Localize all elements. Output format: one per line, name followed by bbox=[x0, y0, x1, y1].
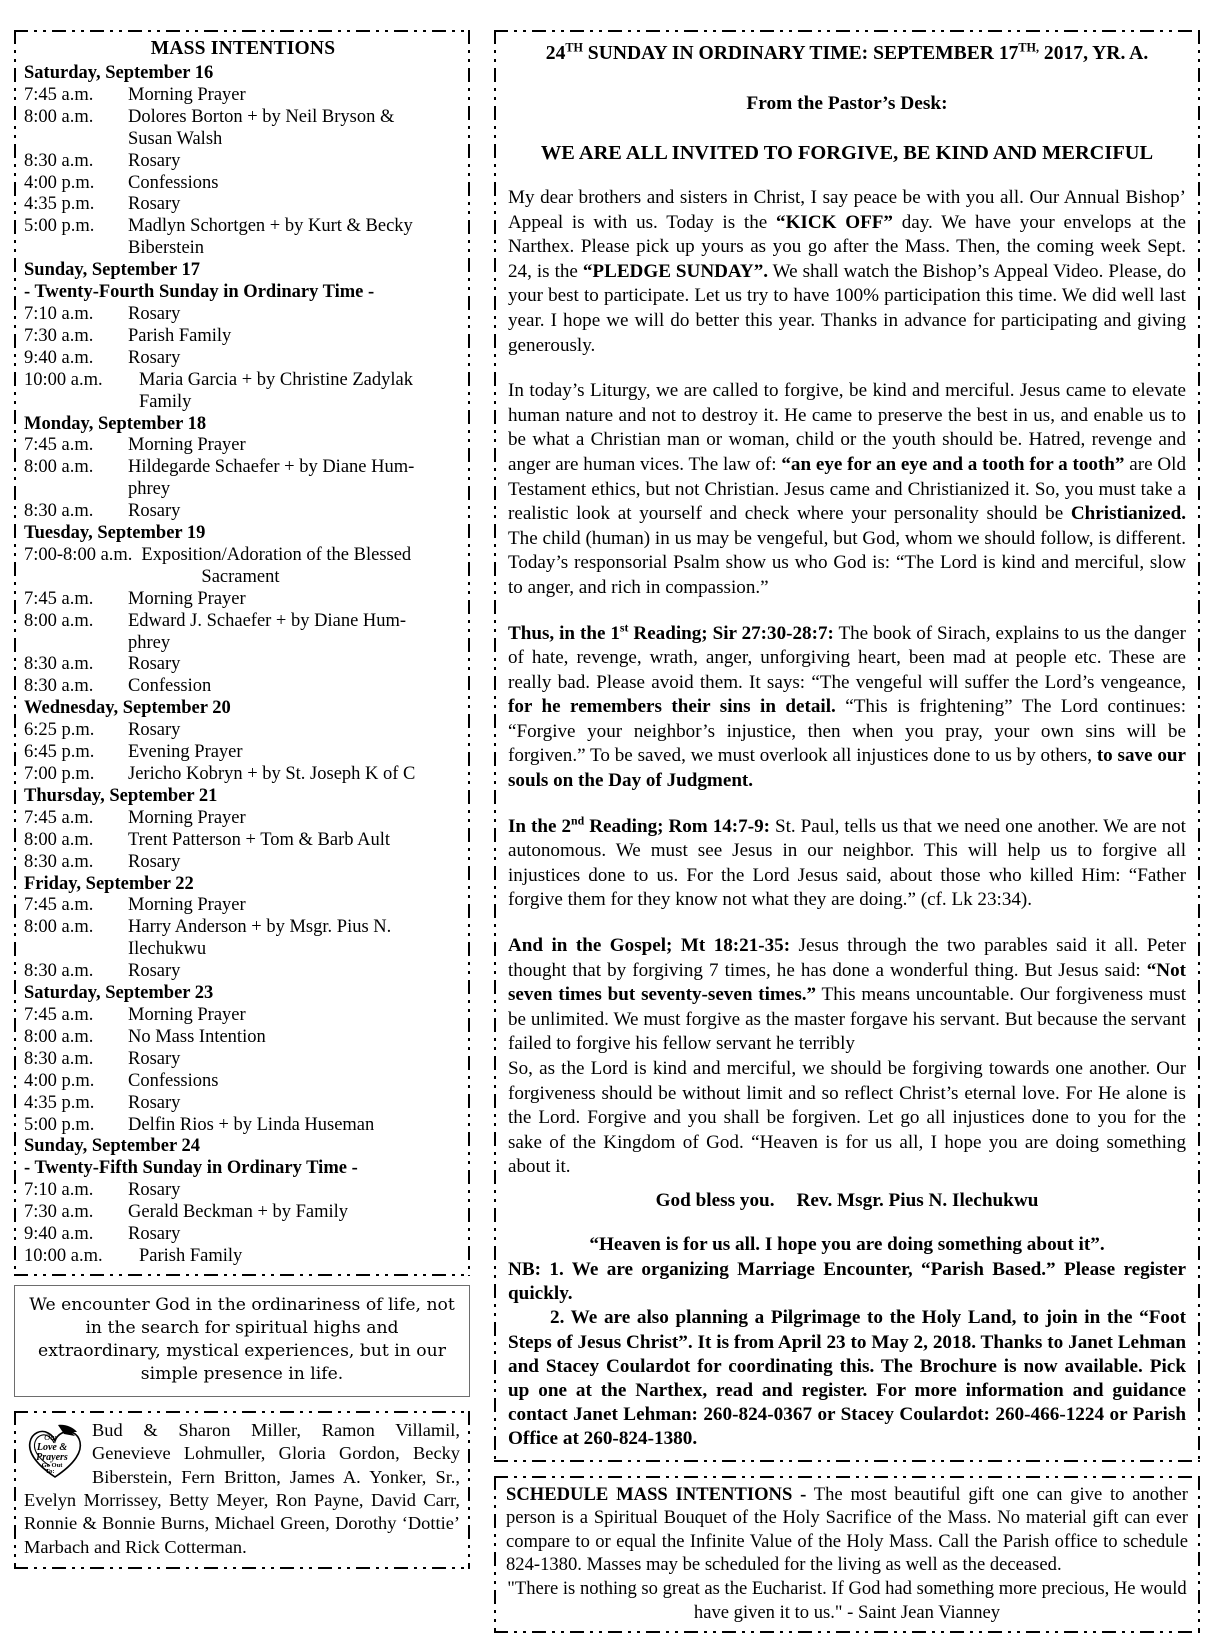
svg-text:To:: To: bbox=[45, 1467, 55, 1475]
reflection-quote-text: We encounter God in the ordinariness of life, not in the search for spiritual highs and extraordinary, mystical experiences, but in our simple presence in life. bbox=[29, 1294, 455, 1384]
schedule-entry-description: Gerald Beckman + by Family bbox=[128, 1202, 349, 1223]
second-reading-label-b: Reading; Rom 14:7-9: bbox=[584, 815, 770, 837]
schedule-entry-time: 5:00 p.m. bbox=[24, 216, 95, 237]
headline-ordinal-2: TH, bbox=[1018, 40, 1039, 55]
day-heading: Tuesday, September 19 bbox=[24, 523, 206, 544]
paragraph-bishops-appeal bbox=[508, 186, 1186, 358]
schedule-entry bbox=[24, 1049, 462, 1071]
mass-intentions-days bbox=[24, 63, 462, 1268]
schedule-entry-time: 7:10 a.m. bbox=[24, 1180, 94, 1201]
announcement-pilgrimage: 2. We are also planning a Pilgrimage to the Holy Land, to join in the “Foot Steps of Jesus Christ”. It is from April 23 to May 2, 2018. Thanks to Janet Lehman and Stacey Coulardot for coordinating this. The Brochure is now available. Pick up one at the Narthex, read and register. For more information and guidance contact Janet Lehman: 260-824-0367 or Stacey Coulardot: 260-466-1224 or Parish Office at 260-824-1380. bbox=[508, 1307, 1186, 1450]
schedule-entry-description: Parish Family bbox=[128, 325, 232, 346]
schedule-entry bbox=[24, 545, 462, 589]
schedule-entry-time: 8:30 a.m. bbox=[24, 961, 94, 982]
schedule-entry-time: 4:35 p.m. bbox=[24, 194, 95, 215]
schedule-entry-time: 7:45 a.m. bbox=[24, 895, 94, 916]
para1-text-e: We shall watch the Bishop’s Appeal Video. Please, do your best to participate. Let us try to have 100% participation this time. We did well last year. I hope we will do better this year. Thanks in advance for participating and giving generously. bbox=[508, 260, 1186, 356]
schedule-entry-description: Rosary bbox=[128, 1224, 181, 1245]
day-heading: Sunday, September 17 bbox=[24, 260, 200, 281]
schedule-entry bbox=[24, 1027, 462, 1049]
schedule-entry-time: 6:45 p.m. bbox=[24, 742, 95, 763]
schedule-entry bbox=[24, 194, 462, 216]
gospel-label: And in the Gospel; Mt 18:21-35: bbox=[508, 935, 791, 957]
svg-text:Go Out: Go Out bbox=[41, 1461, 63, 1469]
schedule-entry bbox=[24, 654, 462, 676]
schedule-entry bbox=[24, 961, 462, 983]
paragraph-todays-liturgy bbox=[508, 379, 1186, 600]
schedule-entry-description: Rosary bbox=[128, 347, 181, 368]
schedule-entry-time: 8:30 a.m. bbox=[24, 654, 94, 675]
svg-text:Our: Our bbox=[44, 1431, 58, 1442]
second-reading-label-a: In the 2 bbox=[508, 815, 572, 837]
announcement-marriage-encounter: NB: 1. We are organizing Marriage Encounter, “Parish Based.” Please register quickly. bbox=[508, 1258, 1186, 1305]
page-title bbox=[508, 42, 1186, 66]
para3-emphasis-sins: for he remembers their sins in detail. bbox=[508, 696, 836, 718]
para1-emphasis-kickoff: “KICK OFF” bbox=[776, 211, 893, 233]
schedule-entry-time: 9:40 a.m. bbox=[24, 347, 94, 368]
day-heading: Thursday, September 21 bbox=[24, 785, 218, 806]
svg-text:Prayers: Prayers bbox=[36, 1451, 68, 1463]
day-subheading: - Twenty-Fourth Sunday in Ordinary Time - bbox=[24, 282, 375, 303]
headline-part-2: SUNDAY IN ORDINARY TIME: SEPTEMBER 17 bbox=[582, 43, 1019, 64]
schedule-entry bbox=[24, 1202, 462, 1224]
schedule-entry bbox=[24, 348, 462, 370]
schedule-box-heading: SCHEDULE MASS INTENTIONS - bbox=[506, 1483, 807, 1505]
schedule-entry bbox=[24, 173, 462, 195]
schedule-paragraph bbox=[506, 1483, 1188, 1577]
schedule-entry-continuation: Family bbox=[139, 391, 192, 412]
schedule-entry-time: 8:00 a.m. bbox=[24, 829, 94, 850]
schedule-entry bbox=[24, 676, 462, 698]
schedule-entry-time: 7:00-8:00 a.m. bbox=[24, 544, 133, 565]
schedule-entry-description: Rosary bbox=[128, 1180, 181, 1201]
schedule-entry-description: Morning Prayer bbox=[128, 807, 246, 828]
schedule-entry-time: 7:45 a.m. bbox=[24, 588, 94, 609]
schedule-entry bbox=[24, 830, 462, 852]
para3-text-c: “This is frightening” The Lord continues: “Forgive your neighbor’s injustice, then when you pray, your own sins will be forgiven.” To be saved, we must overlook all injustices done to us by others, bbox=[508, 696, 1186, 767]
schedule-entry bbox=[24, 326, 462, 348]
schedule-entry bbox=[24, 304, 462, 326]
right-column bbox=[494, 30, 1200, 1623]
para1-text-a: My dear brothers and sisters in Christ, I say peace be with you all. Our Annual Bishop’ Appeal is with us. Today is the bbox=[508, 187, 1186, 233]
schedule-entry-continuation: Biberstein bbox=[128, 238, 205, 259]
paragraph-gospel bbox=[508, 934, 1186, 1057]
prayer-list-names: Bud & Sharon Miller, Ramon Villamil, Genevieve Lohmuller, Gloria Gordon, Becky Biberstein, Fern Britton, James A. Yonker, Sr., Evelyn Morrissey, Betty Meyer, Ron Payne, David Carr, Ronnie & Bonnie Burns, Michael Green, Dorothy ‘Dottie’ Marbach and Rick Cotterman. bbox=[24, 1419, 460, 1557]
schedule-entry bbox=[24, 85, 462, 107]
love-and-prayers-heart-icon bbox=[24, 1421, 86, 1481]
schedule-entry bbox=[24, 1246, 462, 1268]
para5-text-a: Jesus through the two parables said it all. Peter thought that by forgiving 7 times, he has done a wonderful thing. But Jesus said: bbox=[508, 935, 1186, 981]
day-heading: Sunday, September 24 bbox=[24, 1136, 200, 1157]
first-reading-ordinal: st bbox=[619, 620, 629, 635]
schedule-entry-continuation: Susan Walsh bbox=[128, 128, 223, 149]
schedule-entry-time: 7:45 a.m. bbox=[24, 807, 94, 828]
schedule-entry-description: Rosary bbox=[128, 654, 181, 675]
schedule-entry-time: 8:00 a.m. bbox=[24, 457, 94, 478]
schedule-entry-continuation: phrey bbox=[128, 632, 171, 653]
svg-text:Love &: Love & bbox=[36, 1441, 68, 1453]
schedule-entry-time: 8:30 a.m. bbox=[24, 150, 94, 171]
schedule-entry-description: Rosary bbox=[128, 501, 181, 522]
para5-text-c: This means uncountable. Our forgiveness must be unlimited. We must forgive as the master forgave his servant. But because the servant failed to forgive his fellow servant he terribly bbox=[508, 984, 1186, 1055]
schedule-entry-description: Confession bbox=[128, 676, 212, 697]
schedule-entry-description: Hildegarde Schaefer + by Diane Hum- phrey bbox=[128, 457, 462, 501]
schedule-entry bbox=[24, 852, 462, 874]
reflection-quote-box bbox=[14, 1285, 470, 1397]
schedule-entry-description: Rosary bbox=[128, 303, 181, 324]
tagline-text: “Heaven is for us all. I hope you are doing something about it”. bbox=[589, 1233, 1105, 1255]
day-subheading: - Twenty-Fifth Sunday in Ordinary Time - bbox=[24, 1158, 358, 1179]
day-heading: Friday, September 22 bbox=[24, 873, 194, 894]
schedule-entry-time: 4:00 p.m. bbox=[24, 1070, 95, 1091]
schedule-entry bbox=[24, 151, 462, 173]
para2-text-e: The child (human) in us may be vengeful, but God, whom we should follow, is different. Today’s responsorial Psalm show us who God is: “The Lord is kind and merciful, slow to anger, and rich in compassion.” bbox=[508, 527, 1186, 598]
para5-emphasis-seventy: “Not seven times but seventy-seven times.” bbox=[508, 959, 1186, 1006]
schedule-entry bbox=[24, 764, 462, 786]
headline-part-1: 24 bbox=[545, 43, 566, 64]
schedule-entry-description: No Mass Intention bbox=[128, 1026, 266, 1047]
schedule-entry-time: 8:30 a.m. bbox=[24, 851, 94, 872]
schedule-entry-description: Confessions bbox=[128, 1070, 219, 1091]
schedule-entry bbox=[24, 1180, 462, 1202]
schedule-entry-time: 10:00 a.m. bbox=[24, 369, 103, 390]
schedule-entry bbox=[24, 370, 462, 414]
first-reading-label-a: Thus, in the 1 bbox=[508, 622, 620, 644]
schedule-entry-time: 8:30 a.m. bbox=[24, 676, 94, 697]
schedule-entry bbox=[24, 1115, 462, 1137]
blessing-text: God bless you. bbox=[655, 1189, 775, 1211]
para2-text-c: are Old Testament ethics, but not Christian. Jesus came and Christianized it. So, you must take a realistic look at yourself and check where your personality should be bbox=[508, 453, 1186, 525]
first-reading-label-b: Reading; Sir 27:30-28:7: bbox=[628, 622, 834, 644]
headline-part-3: 2017, YR. A. bbox=[1039, 43, 1149, 64]
schedule-entry-continuation: phrey bbox=[128, 479, 171, 500]
schedule-entry-time: 8:00 a.m. bbox=[24, 610, 94, 631]
schedule-entry bbox=[24, 1005, 462, 1027]
schedule-entry-description: Delfin Rios + by Linda Huseman bbox=[128, 1114, 375, 1135]
para3-emphasis-souls: to save our souls on the Day of Judgment. bbox=[508, 745, 1186, 792]
day-heading: Saturday, September 23 bbox=[24, 983, 214, 1004]
para1-emphasis-pledge: “PLEDGE SUNDAY”. bbox=[582, 260, 769, 282]
schedule-entry-description: Rosary bbox=[128, 720, 181, 741]
para4-text-a: St. Paul, tells us that we need one another. We are not autonomous. We must see Jesus in our neighbor. This will help us to forgive all injustices done to us. For the Lord Jesus said, about those who killed Him: “Father forgive them for they know not what they are doing.” (cf. Lk 23:34). bbox=[508, 815, 1186, 911]
schedule-entry-time: 6:25 p.m. bbox=[24, 720, 95, 741]
schedule-entry bbox=[24, 917, 462, 961]
schedule-entry-description: Rosary bbox=[128, 1048, 181, 1069]
schedule-entry-time: 4:35 p.m. bbox=[24, 1092, 95, 1113]
schedule-entry-description: Rosary bbox=[128, 961, 181, 982]
schedule-entry-time: 7:30 a.m. bbox=[24, 325, 94, 346]
left-column bbox=[14, 30, 470, 1566]
schedule-entry-description: Morning Prayer bbox=[128, 895, 246, 916]
prayer-list-box bbox=[14, 1411, 470, 1569]
schedule-box-body: The most beautiful gift one can give to another person is a Spiritual Bouquet of the Holy Sacrifice of the Mass. No material gift can ever compare to or equal the Infinite Value of the Holy Mass. Call the Parish office to schedule 824-1380. Masses may be scheduled for the living as well as the deceased. bbox=[506, 1483, 1189, 1576]
schedule-entry-description: Rosary bbox=[128, 194, 181, 215]
first-reading-label bbox=[508, 620, 834, 644]
schedule-entry-time: 10:00 a.m. bbox=[24, 1245, 103, 1266]
schedule-entry-time: 9:40 a.m. bbox=[24, 1224, 94, 1245]
schedule-entry-description: Morning Prayer bbox=[128, 84, 246, 105]
day-heading: Saturday, September 16 bbox=[24, 63, 214, 83]
paragraph-first-reading bbox=[508, 622, 1186, 794]
day-heading: Wednesday, September 20 bbox=[24, 698, 231, 719]
schedule-entry-time: 7:45 a.m. bbox=[24, 84, 94, 105]
schedule-entry-time: 8:00 a.m. bbox=[24, 917, 94, 938]
schedule-entry-description: Parish Family bbox=[139, 1245, 243, 1266]
schedule-entry-description: Dolores Borton + by Neil Bryson & Susan Walsh bbox=[128, 107, 462, 151]
schedule-entry-time: 4:00 p.m. bbox=[24, 172, 95, 193]
headline-ordinal-1: TH bbox=[565, 40, 583, 55]
para2-emphasis-eye: “an eye for an eye and a tooth for a tooth” bbox=[781, 453, 1125, 475]
schedule-entry-continuation: Sacrament bbox=[201, 566, 280, 587]
schedule-entry bbox=[24, 107, 462, 151]
schedule-entry bbox=[24, 457, 462, 501]
schedule-entry bbox=[24, 720, 462, 742]
day-heading: Monday, September 18 bbox=[24, 413, 207, 434]
schedule-entry-description: Rosary bbox=[128, 1092, 181, 1113]
schedule-entry-time: 8:00 a.m. bbox=[24, 106, 94, 127]
eucharist-quote: "There is nothing so great as the Eucharist. If God had something more precious, He would have given it to us." - Saint Jean Vianney bbox=[507, 1577, 1187, 1623]
schedule-entry-description: Harry Anderson + by Msgr. Pius N. Ilechukwu bbox=[128, 917, 462, 961]
schedule-entry bbox=[24, 1071, 462, 1093]
paragraph-second-reading bbox=[508, 815, 1186, 913]
schedule-entry-description: Morning Prayer bbox=[128, 435, 246, 456]
pastor-signature: Rev. Msgr. Pius N. Ilechukwu bbox=[796, 1189, 1039, 1211]
schedule-entry-description: Maria Garcia + by Christine Zadylak Family bbox=[139, 370, 462, 414]
schedule-entry-description: Trent Patterson + Tom & Barb Ault bbox=[128, 829, 390, 850]
schedule-entry-continuation: Ilechukwu bbox=[128, 939, 207, 960]
schedule-entry-time: 7:45 a.m. bbox=[24, 435, 94, 456]
para2-text-a: In today’s Liturgy, we are called to forgive, be kind and merciful. Jesus came to elevate human nature and not to destroy it. He came to preserve the best in us, and enable us to be what a Christian man or woman, child or the youth should be. Hatred, revenge and anger are human vices. The law of: bbox=[508, 380, 1186, 475]
schedule-entry-description: Rosary bbox=[128, 851, 181, 872]
schedule-entry-time: 7:30 a.m. bbox=[24, 1202, 94, 1223]
schedule-entry bbox=[24, 808, 462, 830]
schedule-entry-description: Confessions bbox=[128, 172, 219, 193]
schedule-entry bbox=[24, 435, 462, 457]
schedule-entry bbox=[24, 501, 462, 523]
schedule-entry bbox=[24, 216, 462, 260]
schedule-entry-description: Rosary bbox=[128, 150, 181, 171]
schedule-entry bbox=[24, 1224, 462, 1246]
schedule-entry-time: 8:00 a.m. bbox=[24, 1026, 94, 1047]
schedule-entry-description: Evening Prayer bbox=[128, 742, 243, 763]
schedule-mass-intentions-box bbox=[494, 1476, 1200, 1633]
schedule-entry bbox=[24, 589, 462, 611]
schedule-entry-time: 7:45 a.m. bbox=[24, 1004, 94, 1025]
mass-intentions-title: MASS INTENTIONS bbox=[150, 38, 336, 59]
schedule-entry-description: Edward J. Schaefer + by Diane Hum- phrey bbox=[128, 611, 462, 655]
schedule-entry-time: 8:30 a.m. bbox=[24, 501, 94, 522]
blessing-line bbox=[508, 1190, 1186, 1212]
pastor-letter-panel bbox=[494, 30, 1200, 1462]
schedule-entry bbox=[24, 1093, 462, 1115]
sermon-theme-heading: WE ARE ALL INVITED TO FORGIVE, BE KIND AND MERCIFUL bbox=[540, 142, 1154, 164]
schedule-entry-time: 7:00 p.m. bbox=[24, 764, 95, 784]
schedule-entry-description: Morning Prayer bbox=[128, 1004, 246, 1025]
para1-text-c: day. We have your envelops at the Narthex. Please pick up yours as you go after the Mass. Then, the coming week Sept. 24, is the bbox=[508, 211, 1186, 282]
schedule-entry-description: Exposition/Adoration of the Blessed Sacrament bbox=[141, 545, 462, 589]
schedule-entry bbox=[24, 742, 462, 764]
schedule-entry-description: Morning Prayer bbox=[128, 588, 246, 609]
paragraph-conclusion: So, as the Lord is kind and merciful, we should be forgiving towards one another. Our forgiveness should be without limit and so reflect Christ’s eternal love. For He alone is the Lord. Forgive and you shall be forgiven. Let go all injustices done to you for the sake of the Kingdom of God. “Heaven is for us all, I hope you are doing something about it. bbox=[508, 1058, 1186, 1178]
schedule-entry-time: 5:00 p.m. bbox=[24, 1114, 95, 1135]
schedule-entry-description: Jericho Kobryn + by St. Joseph K of C bbox=[128, 764, 416, 784]
schedule-entry bbox=[24, 895, 462, 917]
schedule-entry bbox=[24, 611, 462, 655]
para3-text-a: The book of Sirach, explains to us the danger of hate, revenge, wrath, anger, unforgiving heart, been mad at people etc. These are really bad. Please avoid them. It says: “The vengeful will suffer the Lord’s vengeance, bbox=[508, 622, 1187, 693]
second-reading-label bbox=[508, 813, 770, 837]
para2-emphasis-christianized: Christianized. bbox=[1070, 503, 1186, 525]
schedule-entry-time: 8:30 a.m. bbox=[24, 1048, 94, 1069]
schedule-entry-description: Madlyn Schortgen + by Kurt & Becky Biberstein bbox=[128, 216, 462, 260]
mass-intentions-panel bbox=[14, 30, 470, 1276]
pastors-desk-heading: From the Pastor’s Desk: bbox=[746, 93, 948, 114]
schedule-entry-time: 7:10 a.m. bbox=[24, 303, 94, 324]
second-reading-ordinal: nd bbox=[571, 813, 585, 828]
